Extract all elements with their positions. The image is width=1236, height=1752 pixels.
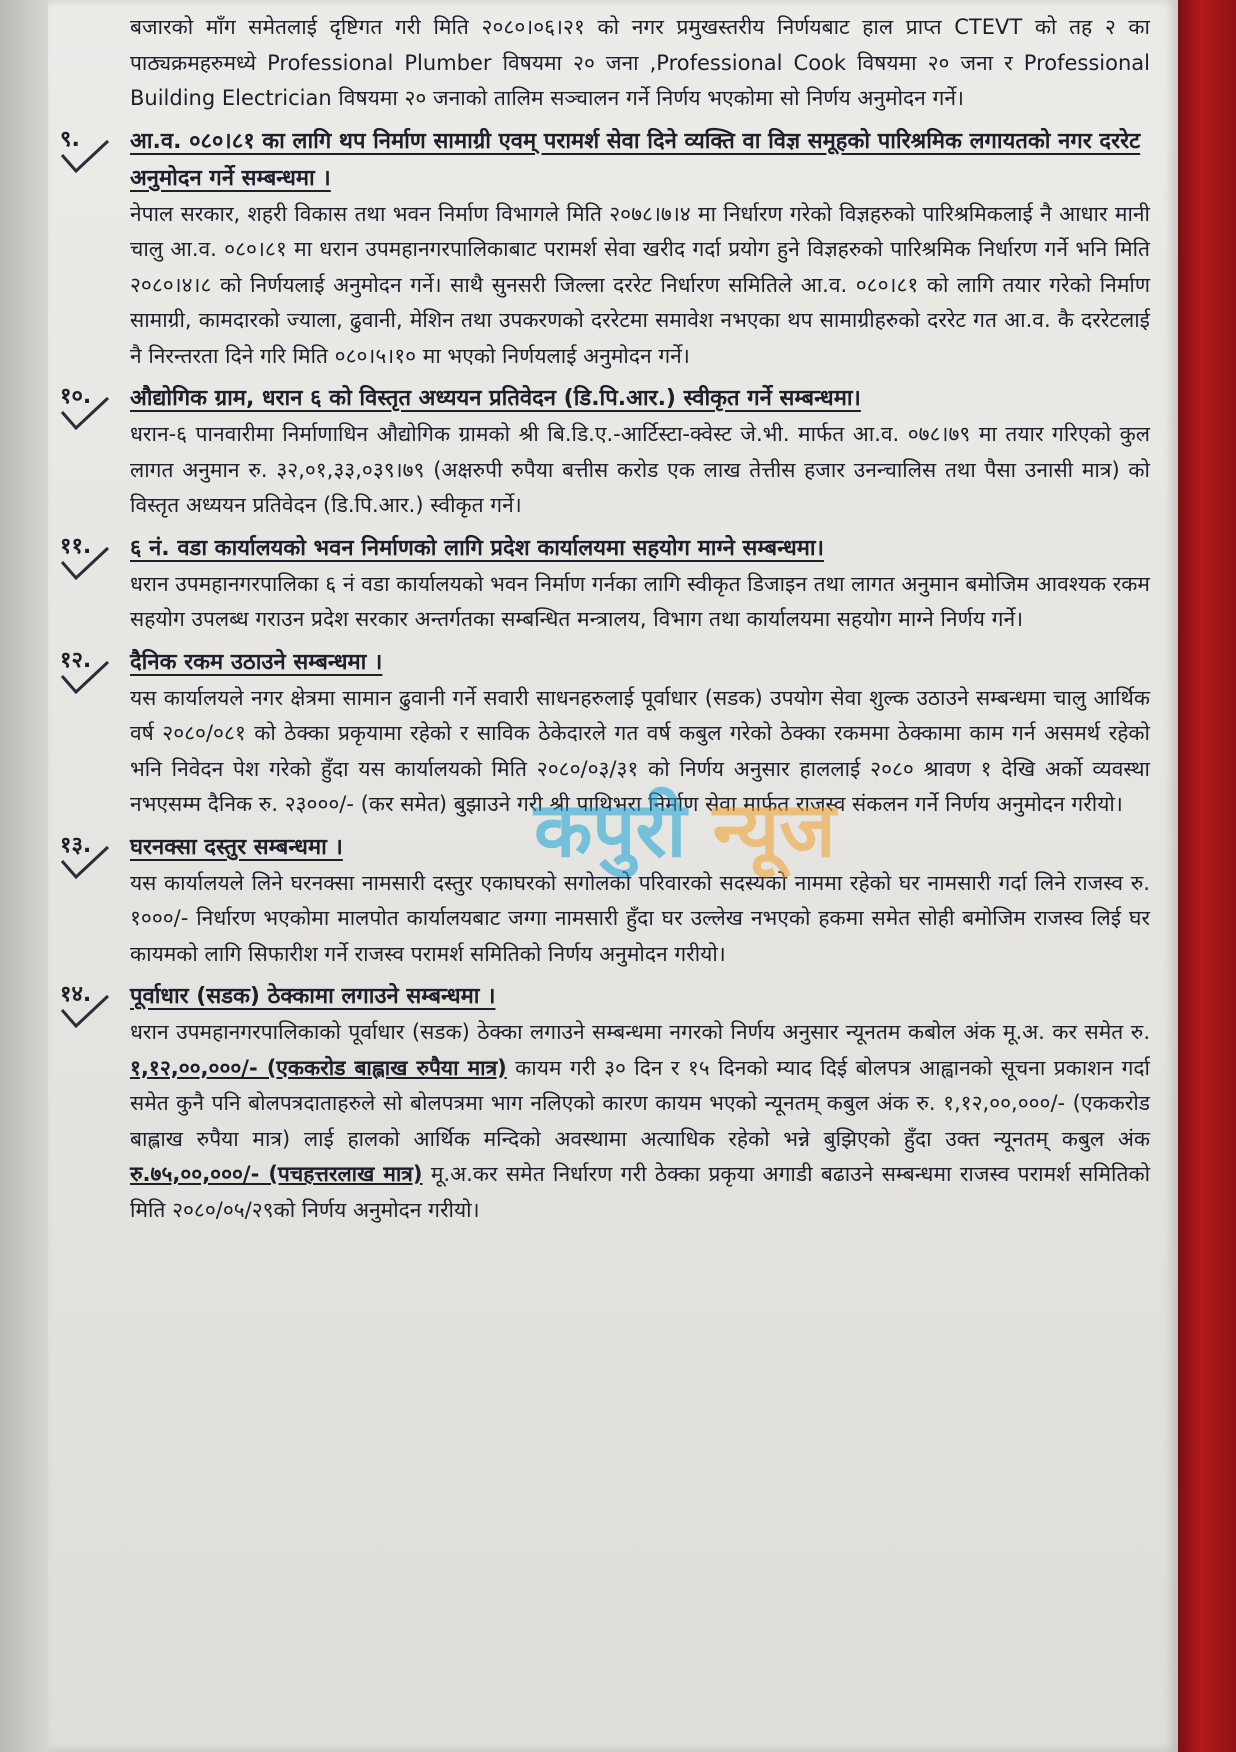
watermark-part1: कपुरी <box>534 785 687 874</box>
item-heading: दैनिक रकम उठाउने सम्बन्धमा । <box>130 649 383 675</box>
item-number: १२. <box>60 647 92 673</box>
item-heading: घरनक्सा दस्तुर सम्बन्धमा । <box>130 834 343 860</box>
item-body: धरान उपमहानगरपालिका ६ नं वडा कार्यालयको भवन निर्माण गर्नका लागि स्वीकृत डिजाइन तथा लागत अनुमान बमोजिम आवश्यक रकम सहयोग उपलब्ध गराउन प्रदेश सरकार अन्तर्गतका सम्बन्धित मन्त्रालय, विभाग तथा कार्यालयमा सहयोग माग्ने निर्णय गर्ने। <box>130 571 1150 631</box>
agenda-item-14 <box>60 978 1151 1228</box>
item-body: यस कार्यालयले नगर क्षेत्रमा सामान ढुवानी गर्ने सवारी साधनहरुलाई पूर्वाधार (सडक) उपयोग सेवा शुल्क उठाउने सम्बन्धमा चालु आर्थिक वर्ष २०८०/०८१ को ठेक्का प्रकृयामा रहेको र साविक ठेकेदारले गत वर्ष कबुल गरेको ठेक्का रकममा ठेक्कामा काम गर्न असमर्थ रहेको भनि निवेदन पेश गरेको हुँदा यस कार्यालयको मिति २०८०/०३/३१ को निर्णय अनुसार हाललाई २०८० श्रावण १ देखि अर्को व्यवस्था नभएसम्म दैनिक रु. २३०००/- (कर समेत) बुझाउने गरी श्री पाथिभरा निर्माण सेवा मार्फत राजस्व संकलन गर्ने निर्णय अनुमोदन गरीयो। <box>130 685 1150 816</box>
minimum-bid-amount: १,१२,००,०००/- (एककरोड बाह्लाख रुपैया मात्र) <box>130 1055 507 1080</box>
item-number: १३. <box>60 832 92 858</box>
agenda-item-10 <box>60 380 1150 524</box>
checkmark-icon <box>58 137 112 177</box>
scan-left-edge <box>0 0 48 1752</box>
intro-paragraph: बजारको माँग समेतलाई दृष्टिगत गरी मिति २०८०।०६।२१ को नगर प्रमुखस्तरीय निर्णयबाट हाल प्राप्त CTEVT को तह २ का पाठ्यक्रमहरुमध्ये Professional Plumber विषयमा २० जना ,Professional Cook विषयमा २० जना र Professional Building Electrician विषयमा २० जनाको तालिम सञ्चालन गर्ने निर्णय भएकोमा सो निर्णय अनुमोदन गर्ने। <box>130 15 1150 110</box>
checkmark-icon <box>58 843 112 883</box>
item-body-part-a: धरान उपमहानगरपालिकाको पूर्वाधार (सडक) ठेक्का लगाउने सम्बन्धमा नगरको निर्णय अनुसार न्यूनतम कबोल अंक मू.अ. कर समेत रु. <box>130 1020 1150 1044</box>
checkmark-icon <box>58 394 112 434</box>
item-body: नेपाल सरकार, शहरी विकास तथा भवन निर्माण विभागले मिति २०७८।७।४ मा निर्धारण गरेको विज्ञहरुको पारिश्रमिकलाई नै आधार मानी चालु आ.व. ०८०।८१ मा धरान उपमहानगरपालिकाबाट परामर्श सेवा खरीद गर्दा प्रयोग हुने विज्ञहरुको पारिश्रमिक निर्धारण गर्ने भनि मिति २०८०।४।८ को निर्णयलाई अनुमोदन गर्ने। साथै सुनसरी जिल्ला दररेट निर्धारण समितिले आ.व. ०८०।८१ को लागि तयार गरेको निर्माण सामाग्री, कामदारको ज्याला, ढुवानी, मेशिन तथा उपकरणको दररेटमा समावेश नभएका थप सामाग्रीहरुको दररेट गत आ.व. कै दररेटलाई नै निरन्तरता दिने गरि मिति ०८०।५।१० मा भएको निर्णयलाई अनुमोदन गर्ने। <box>130 201 1150 368</box>
item-number: ११. <box>60 533 92 559</box>
checkmark-icon <box>58 544 112 584</box>
scan-right-edge <box>1178 0 1236 1752</box>
checkmark-icon <box>58 992 112 1032</box>
item-heading: पूर्वाधार (सडक) ठेक्कामा लगाउने सम्बन्धमा । <box>130 984 496 1009</box>
item-heading: औद्योगिक ग्राम, धरान ६ को विस्तृत अध्ययन प्रतिवेदन (डि.पि.आर.) स्वीकृत गर्ने सम्बन्धमा। <box>130 386 861 411</box>
item-body: यस कार्यालयले लिने घरनक्सा नामसारी दस्तुर एकाघरको सगोलको परिवारको सदस्यको नाममा रहेको घर नामसारी गर्दा लिने राजस्व रु. १०००/- निर्धारण भएकोमा मालपोत कार्यालयबाट जग्गा नामसारी हुँदा घर उल्लेख नभएको हकमा समेत सोही बमोजिम राजस्व लिई घर कायमको लागि सिफारीश गर्ने राजस्व परामर्श समितिको निर्णय अनुमोदन गरीयो। <box>130 870 1150 966</box>
item-heading: ६ नं. वडा कार्यालयको भवन निर्माणको लागि प्रदेश कार्यालयमा सहयोग माग्ने सम्बन्धमा। <box>130 535 824 561</box>
agenda-item-9 <box>60 123 1150 375</box>
revised-bid-amount: रु.७५,००,०००/- (पचहत्तरलाख मात्र) <box>130 1162 423 1186</box>
agenda-item-11 <box>60 530 1150 638</box>
checkmark-icon <box>58 658 112 698</box>
item-body <box>130 1015 1150 1228</box>
item-number: ९. <box>60 126 80 152</box>
item-body-part-c: मू.अ.कर समेत निर्धारण गरी ठेक्का प्रकृया अगाडी बढाउने सम्बन्धमा राजस्व परामर्श समितिको मिति २०८०/०५/२९को निर्णय अनुमोदन गरीयो। <box>130 1162 1151 1222</box>
document-page <box>48 0 1178 1752</box>
item-heading: आ.व. ०८०।८१ का लागि थप निर्माण सामाग्री एवम् परामर्श सेवा दिने व्यक्ति वा विज्ञ समूहको पारिश्रमिक लगायतको नगर दररेट अनुमोदन गर्ने सम्बन्धमा । <box>130 128 1141 191</box>
item-number: १०. <box>60 384 92 409</box>
item-body-part-b: कायम गरी ३० दिन र १५ दिनको म्याद दिई बोलपत्र आह्वानको सूचना प्रकाशन गर्दा समेत कुनै पनि बोलपत्रदाताहरुले सो बोलपत्रमा भाग नलिएको कारण कायम भएको न्यूनतम् कबुल अंक रु. १,१२,००,०००/- (एककरोड बाह्लाख रुपैया मात्र) लाई हालको आर्थिक मन्दिको अवस्थामा अत्याधिक रहेको भन्ने बुझिएको हुँदा उक्त न्यूनतम् कबुल अंक <box>130 1055 1150 1151</box>
watermark-part2: न्यूज <box>712 785 836 874</box>
document-content <box>60 10 1151 1228</box>
item-body: धरान-६ पानवारीमा निर्माणाधिन औद्योगिक ग्रामको श्री बि.डि.ए.-आर्टिस्टा-क्वेस्ट जे.भी. मार्फत आ.व. ०७८।७९ मा तयार गरिएको कुल लागत अनुमान रु. ३२,०१,३३,०३९।७९ (अक्षरुपी रुपैया बत्तीस करोड एक लाख तेत्तीस हजार उनन्चालिस तथा पैसा उनासी मात्र) को विस्तृत अध्ययन प्रतिवेदन (डि.पि.आर.) स्वीकृत गर्ने। <box>130 422 1150 517</box>
item-number: १४. <box>60 982 92 1007</box>
watermark-logo <box>534 785 836 874</box>
